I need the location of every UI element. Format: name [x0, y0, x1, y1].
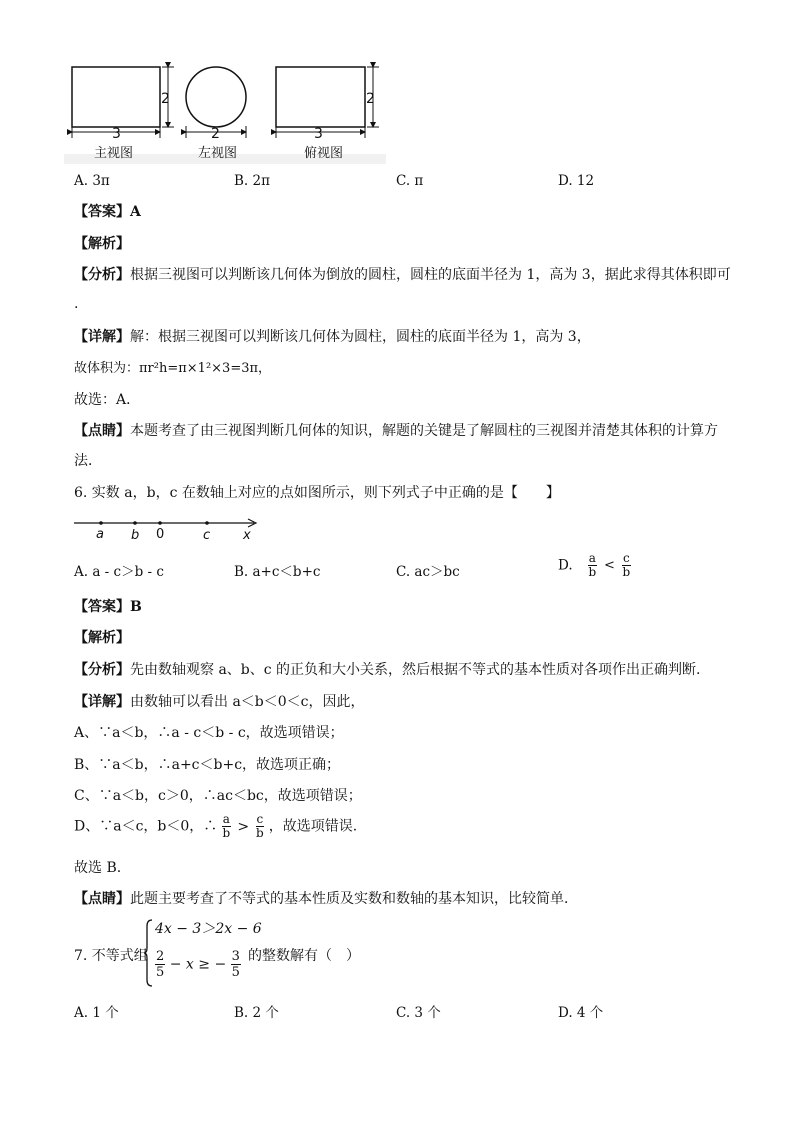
- main-view-rect: [72, 67, 160, 127]
- q5-detail-text: 解：根据三视图可以判断该几何体为圆柱，圆柱的底面半径为 1，高为 3，: [130, 329, 591, 345]
- q6-option-d: [558, 552, 631, 579]
- q7-frac-3-5: $\frac{3}{5}$: [231, 949, 240, 980]
- q6-option-d-sign: <: [603, 558, 615, 573]
- point-zero: [158, 521, 162, 525]
- q7-option-b: B. 2 个: [234, 1005, 279, 1021]
- q7-inequality-1: 4x − 3＞2x − 6: [155, 921, 262, 937]
- q5-option-a: A. 3π: [74, 173, 110, 189]
- main-view-width-label: 3: [112, 126, 121, 142]
- q6-line-d-frac1: $\frac{a}{b}$: [222, 812, 231, 840]
- q6-comment: [74, 889, 578, 909]
- label-zero: 0: [156, 527, 165, 542]
- q5-analysis-tag: 【分析】: [74, 267, 130, 283]
- label-a: a: [96, 527, 104, 542]
- number-line-figure: [70, 512, 270, 546]
- q6-analysis-tag: 【分析】: [74, 662, 130, 678]
- main-view-caption: 主视图: [94, 146, 134, 161]
- left-view-caption: 左视图: [198, 146, 238, 161]
- point-a: [99, 521, 103, 525]
- q6-line-c: C、∵a＜b，c＞0，∴ac＜bc，故选项错误；: [74, 788, 362, 804]
- q7-stem-suffix: 的整数解有（ ）: [248, 948, 360, 964]
- top-view-height-label: 2: [366, 91, 375, 107]
- q5-jiexi-heading: 【解析】: [74, 236, 130, 252]
- q5-comment-text: 本题考查了由三视图判断几何体的知识，解题的关键是了解圆柱的三视图并清楚其体积的计算方: [130, 423, 718, 439]
- q6-jiexi-heading: 【解析】: [74, 630, 130, 646]
- q7-option-a: A. 1 个: [74, 1005, 119, 1021]
- q6-comment-text: 此题主要考查了不等式的基本性质及实数和数轴的基本知识，比较简单．: [130, 891, 578, 907]
- q6-option-d-frac1: $\frac{a}{b}$: [588, 551, 597, 579]
- q6-option-d-label: D.: [558, 557, 573, 574]
- three-views-figure: [64, 60, 386, 164]
- q6-line-d-post: ，故选项错误.: [268, 818, 358, 835]
- q6-answer: 【答案】B: [74, 599, 142, 615]
- q5-option-d: D. 12: [558, 173, 595, 189]
- left-view-circle: [186, 67, 246, 127]
- q5-analysis-dot: .: [74, 296, 79, 312]
- top-view-width-label: 3: [314, 126, 323, 142]
- q5-analysis-text: 根据三视图可以判断该几何体为倒放的圆柱，圆柱的底面半径为 1，高为 3，据此求得其体积即可: [130, 267, 731, 283]
- q6-line-d-pre: D、∵a＜c，b＜0，∴: [74, 818, 218, 835]
- q5-comment: [74, 421, 718, 441]
- left-view-width-label: 2: [211, 126, 220, 142]
- q5-answer: 【答案】A: [74, 204, 141, 220]
- q6-detail-text: 由数轴可以看出 a＜b＜0＜c，因此，: [130, 694, 365, 710]
- top-view-caption: 俯视图: [304, 146, 344, 161]
- q5-option-c: C. π: [396, 173, 424, 189]
- label-c: c: [203, 528, 211, 543]
- main-view-height-label: 2: [161, 91, 170, 107]
- q6-option-a: A. a - c＞b - c: [74, 564, 164, 580]
- q6-option-b: B. a+c＜b+c: [234, 564, 321, 580]
- q5-choose: 故选：A．: [74, 392, 141, 408]
- q6-detail: [74, 692, 365, 712]
- q6-line-d-sign: >: [237, 818, 250, 835]
- q6-line-b: B、∵a＜b，∴a+c＜b+c，故选项正确；: [74, 757, 341, 773]
- q6-analysis: [74, 660, 701, 680]
- q6-analysis-text: 先由数轴观察 a、b、c 的正负和大小关系，然后根据不等式的基本性质对各项作出正确判断.: [130, 662, 701, 678]
- q6-line-a: A、∵a＜b，∴a - c＜b - c，故选项错误；: [74, 725, 344, 741]
- q7-ineq2-middle: − x ≥ −: [169, 956, 227, 973]
- q5-analysis: [74, 265, 731, 285]
- q7-inequality-2: [155, 949, 241, 980]
- q5-option-b: B. 2π: [234, 173, 270, 189]
- q6-choose: 故选 B.: [74, 860, 122, 876]
- q6-stem: 6. 实数 a，b，c 在数轴上对应的点如图所示，则下列式子中正确的是【 】: [74, 485, 560, 501]
- q7-frac-2-5: $\frac{2}{5}$: [156, 949, 165, 980]
- q6-option-c: C. ac＞bc: [396, 564, 460, 580]
- q7-stem-prefix: 7. 不等式组: [74, 948, 148, 964]
- label-x: x: [243, 528, 251, 543]
- q6-detail-tag: 【详解】: [74, 694, 130, 710]
- label-b: b: [131, 528, 140, 543]
- q5-detail-tag: 【详解】: [74, 329, 130, 345]
- q6-line-d-frac2: $\frac{c}{b}$: [256, 812, 264, 840]
- q6-option-d-frac2: $\frac{c}{b}$: [622, 551, 631, 579]
- q7-option-c: C. 3 个: [396, 1005, 441, 1021]
- point-c: [205, 521, 209, 525]
- q5-comment-tag: 【点睛】: [74, 423, 130, 439]
- q6-line-d: [74, 813, 357, 840]
- q5-detail: [74, 327, 591, 347]
- q7-option-d: D. 4 个: [558, 1005, 604, 1021]
- point-b: [133, 521, 137, 525]
- q7-brace: [143, 918, 153, 988]
- q6-comment-tag: 【点睛】: [74, 891, 130, 907]
- q5-volume: 故体积为：πr²h=π×1²×3=3π，: [74, 361, 272, 376]
- q5-comment-line2: 法．: [74, 453, 102, 469]
- top-view-rect: [276, 67, 365, 127]
